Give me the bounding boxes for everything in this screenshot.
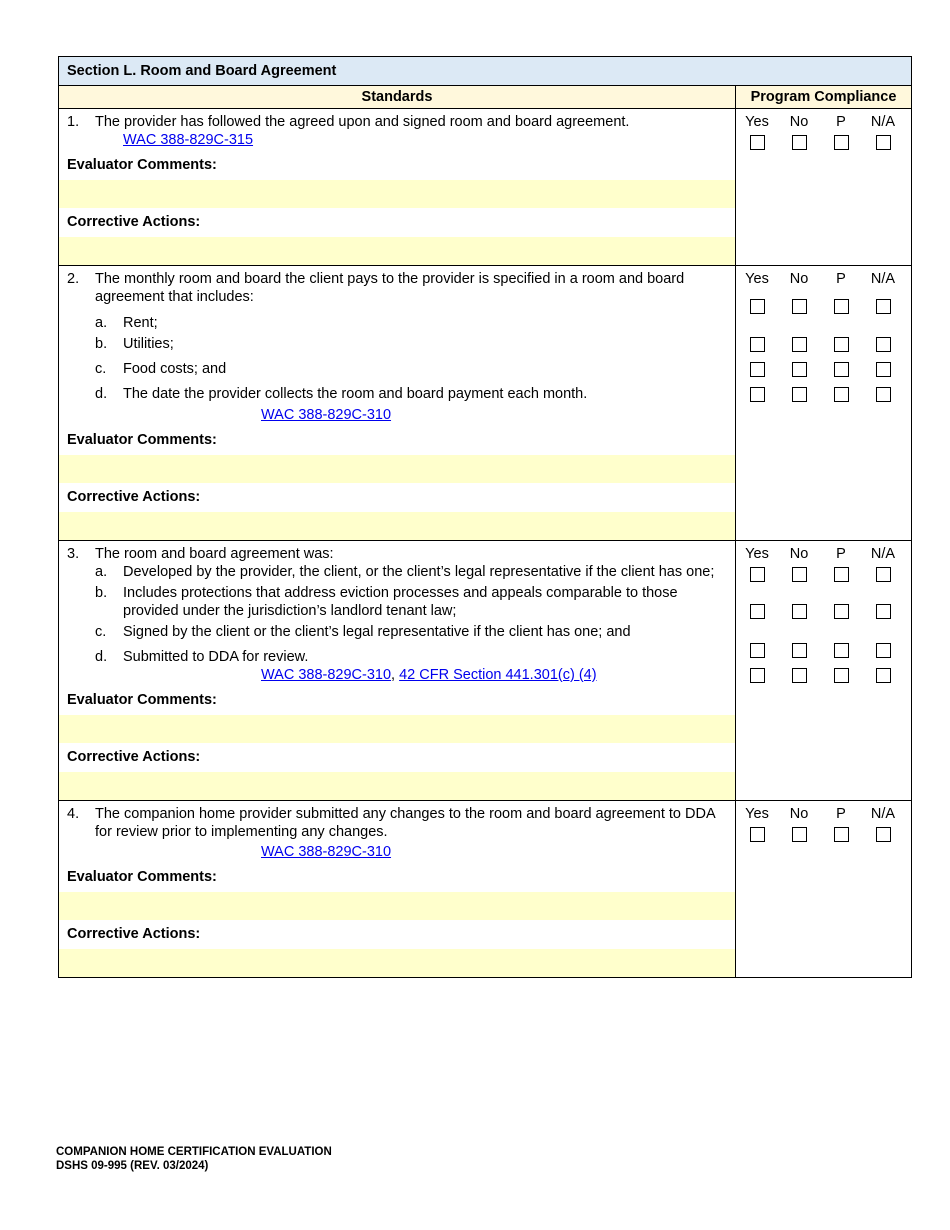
corrective-actions-field-3[interactable]: [59, 771, 735, 800]
checkbox-2c-p[interactable]: [834, 362, 849, 377]
standard-3: 3. The room and board agreement was:: [59, 541, 735, 563]
corrective-actions-field-1[interactable]: [59, 236, 735, 265]
standard-3c: c. Signed by the client or the client’s legal representative if the client has one; and: [95, 624, 631, 640]
checkbox-3c-p[interactable]: [834, 643, 849, 658]
checkbox-3d-na[interactable]: [876, 668, 891, 683]
checkbox-3c-yes[interactable]: [750, 643, 765, 658]
checkbox-2c-no[interactable]: [792, 362, 807, 377]
checkbox-3b-na[interactable]: [876, 604, 891, 619]
cfr-link-3[interactable]: 42 CFR Section 441.301(c) (4): [399, 667, 597, 683]
standard-row-3: 3. The room and board agreement was: a. Developed by the provider, the client, or the client’s legal representative if the client has one; b. Includes protections that address eviction processes and appeals comparable to those provided under the jurisdiction’s landlord tenant law; c. Signed by the client or the client’s legal representative if the client has one; and d. Submitted to DDA for review. WAC 388-829C-310, 42 CFR Section 441.301(c) (4) Evaluator Comments: Corrective Actions: Yes No P N/A: [59, 541, 912, 801]
checkbox-2b-yes[interactable]: [750, 337, 765, 352]
checkbox-3d-yes[interactable]: [750, 668, 765, 683]
checkbox-2a-no[interactable]: [792, 299, 807, 314]
checkbox-2d-yes[interactable]: [750, 387, 765, 402]
checkbox-3a-na[interactable]: [876, 567, 891, 582]
standard-2b: b. Utilities;: [95, 336, 174, 352]
checkbox-3c-na[interactable]: [876, 643, 891, 658]
form-title: COMPANION HOME CERTIFICATION EVALUATION: [56, 1146, 332, 1158]
evaluator-comments-field-1[interactable]: [59, 179, 735, 208]
checkbox-1-na[interactable]: [876, 135, 891, 150]
standard-3a: a. Developed by the provider, the client, or the client’s legal representative if the client has one;: [95, 564, 715, 580]
standard-3b: b. Includes protections that address eviction processes and appeals comparable to those provided under the jurisdiction’s landlord tenant law;: [95, 585, 678, 619]
section-title: Section L. Room and Board Agreement: [59, 57, 912, 86]
checkbox-1-no[interactable]: [792, 135, 807, 150]
corrective-actions-label-1: Corrective Actions:: [67, 214, 201, 230]
standard-2: 2. The monthly room and board the client pays to the provider is specified in a room and board agreement that includes:: [59, 266, 735, 306]
checkbox-3a-no[interactable]: [792, 567, 807, 582]
evaluator-comments-label-3: Evaluator Comments:: [67, 692, 217, 708]
checkbox-3a-p[interactable]: [834, 567, 849, 582]
standard-2-text: The monthly room and board the client pays to the provider is specified in a room and board agreement that includes:: [95, 271, 685, 305]
standard-3-text: The room and board agreement was:: [95, 546, 334, 562]
checkbox-2d-na[interactable]: [876, 387, 891, 402]
standard-row-1: [59, 109, 912, 266]
standards-header: Standards: [59, 86, 736, 109]
checkbox-2c-na[interactable]: [876, 362, 891, 377]
checkbox-3c-no[interactable]: [792, 643, 807, 658]
wac-link-1[interactable]: WAC 388-829C-315: [123, 132, 254, 148]
standard-4: 4. The companion home provider submitted any changes to the room and board agreement to DDA for review prior to implementing any changes.: [59, 801, 735, 841]
standard-row-2: [59, 266, 912, 541]
wac-link-2[interactable]: WAC 388-829C-310: [261, 407, 392, 423]
room-board-table: [58, 56, 912, 978]
standard-2d: d. The date the provider collects the room and board payment each month.: [95, 386, 588, 402]
page-footer: [56, 1145, 332, 1173]
checkbox-3b-p[interactable]: [834, 604, 849, 619]
checkbox-2a-na[interactable]: [876, 299, 891, 314]
compliance-labels-3: Yes No P N/A: [745, 546, 896, 562]
checkbox-4-no[interactable]: [792, 827, 807, 842]
evaluator-comments-label-1: Evaluator Comments:: [67, 157, 217, 173]
checkbox-3b-no[interactable]: [792, 604, 807, 619]
checkbox-2b-no[interactable]: [792, 337, 807, 352]
standard-2c: c. Food costs; and: [95, 361, 227, 377]
standard-1-text: The provider has followed the agreed upon and signed room and board agreement.: [95, 114, 630, 130]
standard-row-4: [59, 801, 912, 978]
corrective-actions-label-3: Corrective Actions:: [67, 749, 201, 765]
checkbox-3a-yes[interactable]: [750, 567, 765, 582]
standard-4-text: The companion home provider submitted any changes to the room and board agreement to DDA for review prior to implementing any changes.: [95, 806, 715, 840]
corrective-actions-label-2: Corrective Actions:: [67, 489, 201, 505]
checkbox-2a-yes[interactable]: [750, 299, 765, 314]
checkbox-3b-yes[interactable]: [750, 604, 765, 619]
checkbox-2c-yes[interactable]: [750, 362, 765, 377]
form-number: DSHS 09-995 (REV. 03/2024): [56, 1160, 209, 1172]
evaluator-comments-label-2: Evaluator Comments:: [67, 432, 217, 448]
checkbox-2d-p[interactable]: [834, 387, 849, 402]
compliance-labels-1: Yes No P N/A: [745, 114, 896, 130]
checkbox-2b-na[interactable]: [876, 337, 891, 352]
corrective-actions-field-2[interactable]: [59, 511, 735, 540]
checkbox-3d-no[interactable]: [792, 668, 807, 683]
corrective-actions-field-4[interactable]: [59, 948, 735, 977]
wac-link-3[interactable]: WAC 388-829C-310: [261, 667, 392, 683]
checkbox-3d-p[interactable]: [834, 668, 849, 683]
checkbox-2a-p[interactable]: [834, 299, 849, 314]
checkbox-2b-p[interactable]: [834, 337, 849, 352]
checkbox-4-p[interactable]: [834, 827, 849, 842]
evaluator-comments-field-3[interactable]: [59, 714, 735, 743]
wac-link-4[interactable]: WAC 388-829C-310: [261, 844, 392, 860]
checkbox-2d-no[interactable]: [792, 387, 807, 402]
checkbox-4-yes[interactable]: [750, 827, 765, 842]
evaluator-comments-label-4: Evaluator Comments:: [67, 869, 217, 885]
evaluator-comments-field-4[interactable]: [59, 891, 735, 920]
standard-1: 1. The provider has followed the agreed upon and signed room and board agreement.: [59, 109, 735, 131]
compliance-labels-4: Yes No P N/A: [745, 806, 896, 822]
evaluator-comments-field-2[interactable]: [59, 454, 735, 483]
checkbox-1-yes[interactable]: [750, 135, 765, 150]
compliance-labels-2: Yes No P N/A: [745, 271, 896, 287]
standard-2a: a. Rent;: [95, 315, 158, 331]
checkbox-4-na[interactable]: [876, 827, 891, 842]
corrective-actions-label-4: Corrective Actions:: [67, 926, 201, 942]
compliance-header: Program Compliance: [736, 86, 912, 109]
checkbox-1-p[interactable]: [834, 135, 849, 150]
standard-3d: d. Submitted to DDA for review.: [95, 649, 309, 665]
